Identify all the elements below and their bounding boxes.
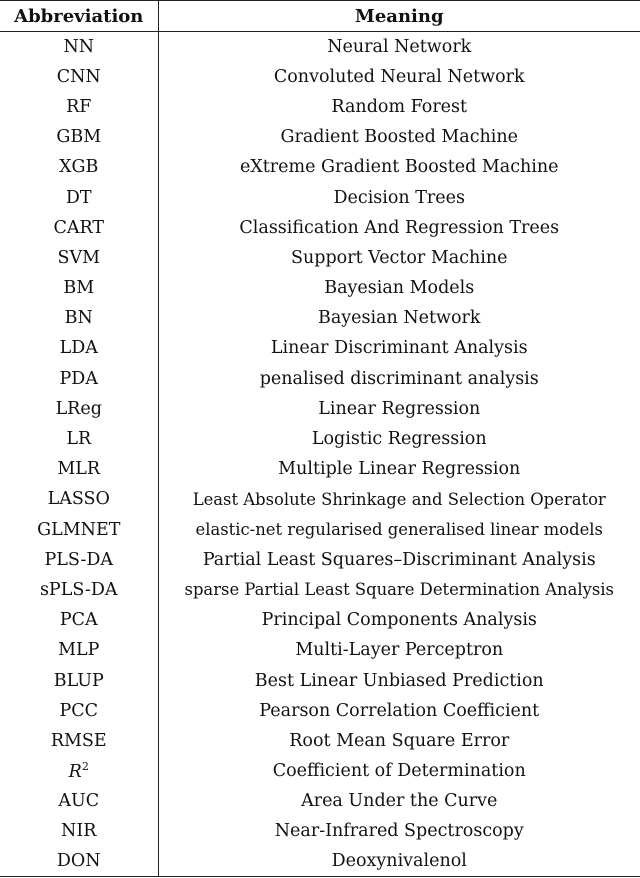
table-row xyxy=(0,62,640,92)
meaning-cell: sparse Partial Least Square Determination Analysis xyxy=(184,580,614,600)
abbreviation-cell: BM xyxy=(0,273,158,303)
meaning-cell: Pearson Correlation Coefficient xyxy=(259,700,540,721)
meaning-cell: Multiple Linear Regression xyxy=(278,459,521,480)
abbreviation-cell: BLUP xyxy=(0,665,158,695)
table-row xyxy=(0,243,640,273)
table-row xyxy=(0,575,640,605)
table-row xyxy=(0,273,640,303)
abbreviation-cell: DON xyxy=(0,847,158,877)
abbreviation-cell xyxy=(0,756,158,786)
abbreviation-cell: LR xyxy=(0,424,158,454)
meaning-cell: Bayesian Network xyxy=(317,308,481,329)
meaning-cell: Root Mean Square Error xyxy=(289,730,510,751)
table-row xyxy=(0,333,640,363)
table-row xyxy=(0,32,640,62)
meaning-cell: Random Forest xyxy=(331,96,468,117)
abbreviation-cell: GLMNET xyxy=(0,515,158,545)
table-row xyxy=(0,364,640,394)
table-row xyxy=(0,515,640,545)
table-row xyxy=(0,92,640,122)
abbreviation-cell: NIR xyxy=(0,816,158,846)
meaning-cell: Linear Regression xyxy=(318,398,481,419)
table-row xyxy=(0,786,640,816)
meaning-cell: Best Linear Unbiased Prediction xyxy=(254,670,544,691)
meaning-cell: Least Absolute Shrinkage and Selection Operator xyxy=(192,489,606,509)
meaning-cell: Classification And Regression Trees xyxy=(239,217,560,238)
table-row xyxy=(0,213,640,243)
table-row xyxy=(0,847,640,877)
table-row xyxy=(0,756,640,786)
meaning-cell: Coefficient of Determination xyxy=(272,761,526,782)
meaning-cell: elastic-net regularised generalised linear models xyxy=(195,520,603,540)
header-abbreviation: Abbreviation xyxy=(0,1,158,32)
abbreviation-cell: LReg xyxy=(0,394,158,424)
abbreviation-cell: XGB xyxy=(0,152,158,182)
abbreviation-cell: sPLS-DA xyxy=(0,575,158,605)
table-row xyxy=(0,635,640,665)
table-row xyxy=(0,484,640,514)
abbreviation-cell: PDA xyxy=(0,364,158,394)
meaning-cell: Decision Trees xyxy=(333,187,465,208)
header-meaning: Meaning xyxy=(354,5,444,27)
meaning-cell: penalised discriminant analysis xyxy=(259,368,539,389)
table-row xyxy=(0,726,640,756)
meaning-cell: Area Under the Curve xyxy=(301,791,498,812)
meaning-cell: Partial Least Squares–Discriminant Analysis xyxy=(202,549,596,570)
table-row xyxy=(0,454,640,484)
table-row xyxy=(0,665,640,695)
abbreviation-cell: MLR xyxy=(0,454,158,484)
abbreviation-symbol: R xyxy=(68,762,82,782)
abbreviation-cell: LASSO xyxy=(0,484,158,514)
meaning-cell: Bayesian Models xyxy=(324,278,475,299)
abbreviation-cell: BN xyxy=(0,303,158,333)
abbreviation-superscript: 2 xyxy=(81,760,89,774)
table-row xyxy=(0,394,640,424)
abbreviation-cell: CNN xyxy=(0,62,158,92)
abbreviation-cell: GBM xyxy=(0,122,158,152)
abbreviation-cell: NN xyxy=(0,32,158,62)
table-row xyxy=(0,303,640,333)
table-row xyxy=(0,545,640,575)
meaning-cell: Convoluted Neural Network xyxy=(273,66,525,87)
table-row xyxy=(0,424,640,454)
table-row xyxy=(0,122,640,152)
abbreviation-cell: DT xyxy=(0,182,158,212)
abbreviation-cell: PCA xyxy=(0,605,158,635)
meaning-cell: Neural Network xyxy=(327,36,472,57)
meaning-cell: eXtreme Gradient Boosted Machine xyxy=(239,157,559,178)
meaning-cell: Near-Infrared Spectroscopy xyxy=(274,821,524,842)
meaning-cell: Logistic Regression xyxy=(311,429,487,450)
table-body xyxy=(0,32,640,877)
abbreviation-cell: RF xyxy=(0,92,158,122)
abbreviation-cell: SVM xyxy=(0,243,158,273)
table-header-row xyxy=(0,1,640,32)
abbreviation-cell: LDA xyxy=(0,333,158,363)
meaning-cell: Support Vector Machine xyxy=(291,247,508,268)
meaning-cell: Multi-Layer Perceptron xyxy=(295,640,504,661)
table-row xyxy=(0,605,640,635)
abbreviation-cell: AUC xyxy=(0,786,158,816)
meaning-cell: Deoxynivalenol xyxy=(331,851,467,872)
abbreviation-cell: RMSE xyxy=(0,726,158,756)
table-row xyxy=(0,182,640,212)
meaning-cell: Linear Discriminant Analysis xyxy=(270,338,528,359)
abbreviation-cell: MLP xyxy=(0,635,158,665)
meaning-cell: Principal Components Analysis xyxy=(261,610,537,631)
abbreviation-cell: PLS-DA xyxy=(0,545,158,575)
table-row xyxy=(0,152,640,182)
abbreviation-cell: CART xyxy=(0,213,158,243)
meaning-cell: Gradient Boosted Machine xyxy=(280,127,518,148)
table-row xyxy=(0,816,640,846)
abbreviation-cell: PCC xyxy=(0,696,158,726)
table-row xyxy=(0,696,640,726)
